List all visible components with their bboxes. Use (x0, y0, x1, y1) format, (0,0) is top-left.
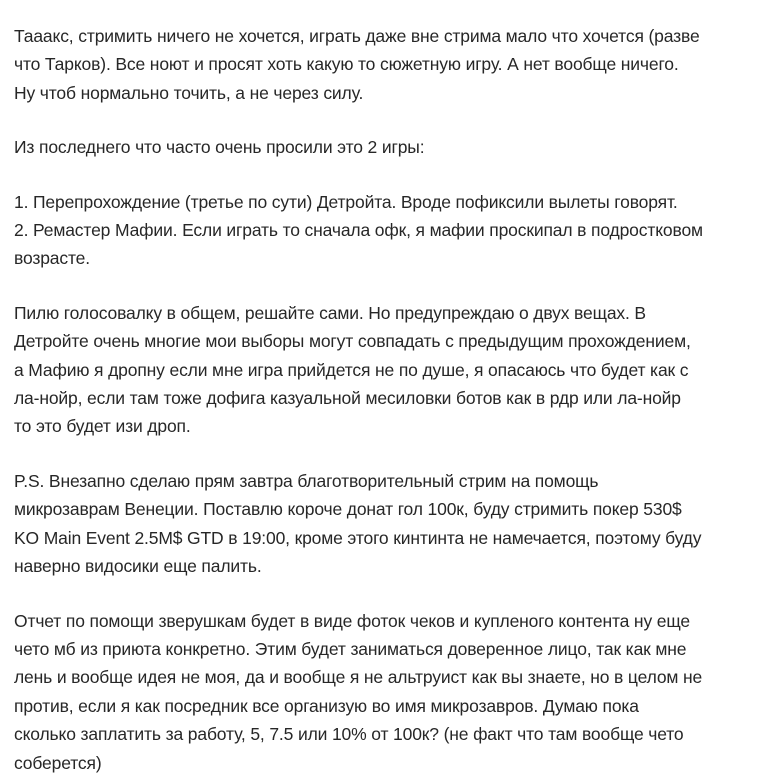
text-line: наверно видосики еще палить. (14, 556, 262, 577)
text-line: 2. Ремастер Мафии. Если играть то сначала офк, я мафии проскипал в подростковом (14, 220, 703, 241)
post-paragraph (14, 467, 760, 581)
text-line: против, если я как посредник все организую во имя микрозавров. Думаю пока (14, 695, 639, 716)
text-line: Из последнего что часто очень просили это 2 игры: (14, 137, 425, 158)
text-line: микрозаврам Венеции. Поставлю короче донат гол 100к, буду стримить покер 530$ (14, 499, 682, 520)
text-line: то это будет изи дроп. (14, 416, 191, 437)
text-line: KO Main Event 2.5M$ GTD в 19:00, кроме этого кинтинта не намечается, поэтому буду (14, 527, 702, 548)
post-paragraph (14, 22, 760, 107)
text-line: а Мафию я дропну если мне игра прийдется не по душе, я опасаюсь что будет как с (14, 359, 689, 380)
text-line: Детройте очень многие мои выборы могут совпадать с предыдущим прохождением, (14, 331, 691, 352)
post-paragraph (14, 299, 760, 441)
text-line: Пилю голосовалку в общем, решайте сами. Но предупреждаю о двух вещах. В (14, 302, 646, 323)
text-line: лень и вообще идея не моя, да и вообще я не альтруист как вы знаете, но в целом не (14, 667, 703, 688)
text-line: чето мб из приюта конкретно. Этим будет заниматься доверенное лицо, так как мне (14, 638, 687, 659)
post-paragraph (14, 188, 760, 273)
text-line: сколько заплатить за работу, 5, 7.5 или 10% от 100к? (не факт что там вообще чето (14, 724, 684, 745)
text-line: возрасте. (14, 248, 90, 269)
post-paragraph (14, 607, 760, 777)
text-line: 1. Перепрохождение (третье по сути) Детройта. Вроде пофиксили вылеты говорят. (14, 191, 678, 212)
text-line: Тааакс, стримить ничего не хочется, играть даже вне стрима мало что хочется (разве (14, 26, 700, 46)
text-line: P.S. Внезапно сделаю прям завтра благотворительный стрим на помощь (14, 470, 599, 491)
text-line: что Тарков). Все ноют и просят хоть какую то сюжетную игру. А нет вообще ничего. (14, 54, 679, 75)
post-paragraph (14, 133, 760, 161)
text-line: соберется) (14, 752, 102, 773)
text-line: ла-нойр, если там тоже дофига казуальной месиловки ботов как в рдр или ла-нойр (14, 388, 681, 409)
text-line: Ну чтоб нормально точить, а не через силу. (14, 82, 364, 103)
text-line: Отчет по помощи зверушкам будет в виде фоток чеков и купленого контента ну еще (14, 610, 690, 631)
